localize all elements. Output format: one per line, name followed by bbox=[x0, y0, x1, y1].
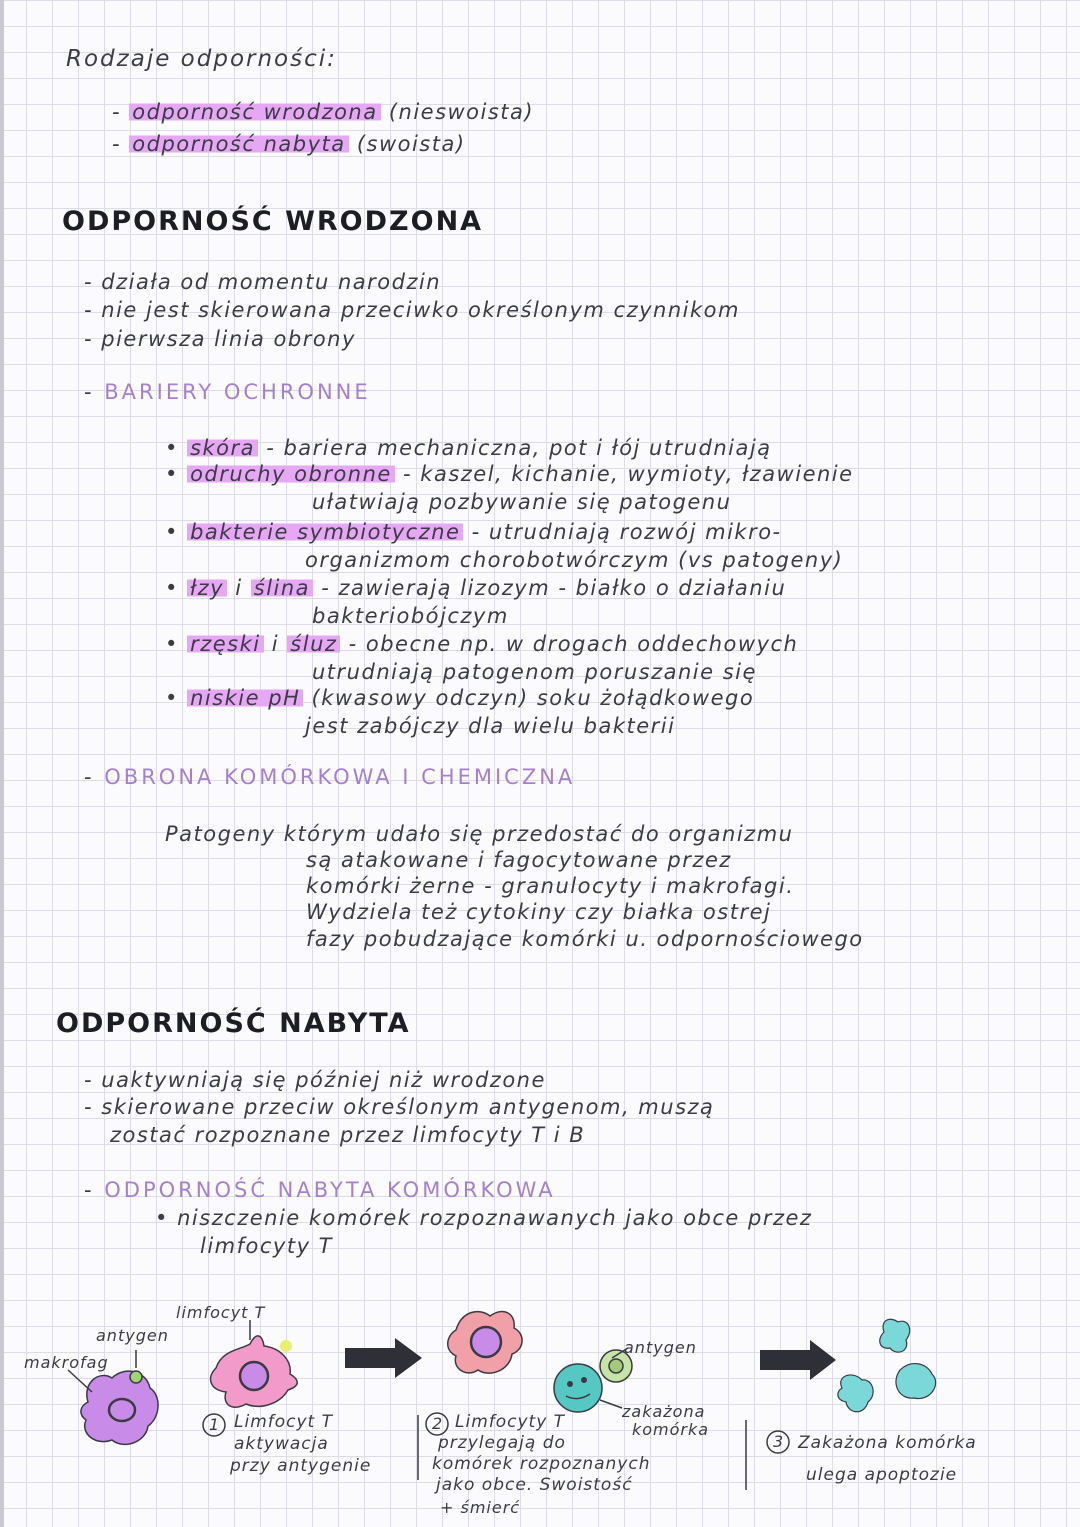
cellular-text-line: Wydziela też cytokiny czy białka ostrej bbox=[306, 900, 772, 924]
barrier-item: • odruchy obronne - kaszel, kichanie, wymioty, łzawienie bbox=[165, 462, 854, 486]
label-makrofag: makrofag bbox=[24, 1353, 109, 1372]
step-3-line: ulega apoptozie bbox=[806, 1465, 958, 1485]
acquired-cellular-text: • niszczenie komórek rozpoznawanych jako obce przez bbox=[155, 1206, 813, 1230]
step-number: 1 bbox=[209, 1415, 221, 1434]
innate-point: - pierwsza linia obrony bbox=[84, 327, 356, 351]
antigen-marker bbox=[280, 1340, 292, 1352]
acquired-point-cont: zostać rozpoznane przez limfocyty T i B bbox=[110, 1123, 586, 1147]
step-number: 3 bbox=[773, 1432, 785, 1451]
activated-t-lymphocyte bbox=[448, 1312, 522, 1374]
step-2-line: jako obce. Swoistość bbox=[436, 1475, 633, 1495]
heading-innate: ODPORNOŚĆ WRODZONA bbox=[62, 206, 484, 237]
heading-cellular-defense: - OBRONA KOMÓRKOWA I CHEMICZNA bbox=[84, 765, 576, 789]
arrow-1 bbox=[345, 1338, 422, 1378]
label-zakazona: zakażona bbox=[622, 1402, 706, 1421]
barrier-item: • bakterie symbiotyczne - utrudniają rozwój mikro- bbox=[165, 520, 782, 544]
step-2-line: Limfocyty T bbox=[455, 1412, 566, 1432]
apoptotic-fragments bbox=[838, 1319, 936, 1412]
barrier-item: • łzy i ślina - zawierają lizozym - białko o działaniu bbox=[165, 576, 787, 600]
label-antygen: antygen bbox=[96, 1326, 169, 1345]
heading-barriers: - BARIERY OCHRONNE bbox=[84, 380, 371, 404]
label-antygen-2: antygen bbox=[624, 1338, 697, 1357]
cellular-text-line: Patogeny którym udało się przedostać do organizmu bbox=[165, 822, 794, 846]
acquired-cellular-text: limfocyty T bbox=[200, 1234, 334, 1258]
barrier-line: ułatwiają pozbywanie się patogenu bbox=[312, 490, 732, 514]
cellular-text-line: komórki żerne - granulocyty i makrofagi. bbox=[306, 874, 795, 898]
heading-acquired-cellular: - ODPORNOŚĆ NABYTA KOMÓRKOWA bbox=[84, 1178, 556, 1202]
cellular-text-line: fazy pobudzające komórki u. odpornościowego bbox=[306, 927, 864, 951]
acquired-point: - skierowane przeciw określonym antygenom, muszą bbox=[84, 1095, 715, 1119]
page-title: Rodzaje odporności: bbox=[66, 46, 337, 72]
step-1-line: Limfocyt T bbox=[234, 1412, 334, 1432]
type-item-innate: - odporność wrodzona (nieswoista) bbox=[112, 100, 535, 124]
infected-cell bbox=[554, 1364, 602, 1412]
heading-acquired: ODPORNOŚĆ NABYTA bbox=[56, 1008, 411, 1039]
step-2-line: + śmierć bbox=[440, 1498, 521, 1517]
innate-point: - nie jest skierowana przeciwko określonym czynnikom bbox=[84, 298, 740, 322]
label-komorka: komórka bbox=[632, 1420, 710, 1439]
label-limfocyt: limfocyt T bbox=[176, 1303, 266, 1322]
step-2-line: komórek rozpoznanych bbox=[432, 1454, 651, 1474]
barrier-item: • niskie pH (kwasowy odczyn) soku żołądkowego bbox=[165, 686, 755, 710]
barrier-line: bakteriobójczym bbox=[312, 604, 509, 628]
step-1-line: aktywacja bbox=[234, 1434, 329, 1454]
cellular-text-line: są atakowane i fagocytowane przez bbox=[306, 848, 732, 872]
arrow-2 bbox=[760, 1340, 836, 1380]
barrier-line: utrudniają patogenom poruszanie się bbox=[312, 660, 757, 684]
step-number: 2 bbox=[432, 1414, 444, 1433]
acquired-point: - uaktywniają się później niż wrodzone bbox=[84, 1068, 546, 1092]
type-item-acquired: - odporność nabyta (swoista) bbox=[112, 132, 466, 156]
pointer-line bbox=[600, 1400, 622, 1408]
barrier-line: jest zabójczy dla wielu bakterii bbox=[305, 714, 676, 738]
innate-point: - działa od momentu narodzin bbox=[84, 270, 442, 294]
barrier-line: organizmom chorobotwórczym (vs patogeny) bbox=[305, 548, 844, 572]
barrier-item: • rzęski i śluz - obecne np. w drogach oddechowych bbox=[165, 632, 799, 656]
pointer-line bbox=[68, 1370, 92, 1392]
step-2-line: przylegają do bbox=[438, 1433, 566, 1453]
macrophage-cell bbox=[81, 1371, 158, 1444]
step-3-line: Zakażona komórka bbox=[798, 1433, 977, 1453]
antigen-marker bbox=[130, 1371, 142, 1383]
step-1-line: przy antygenie bbox=[230, 1456, 372, 1476]
barrier-item: • skóra - bariera mechaniczna, pot i łój utrudniają bbox=[165, 436, 772, 460]
